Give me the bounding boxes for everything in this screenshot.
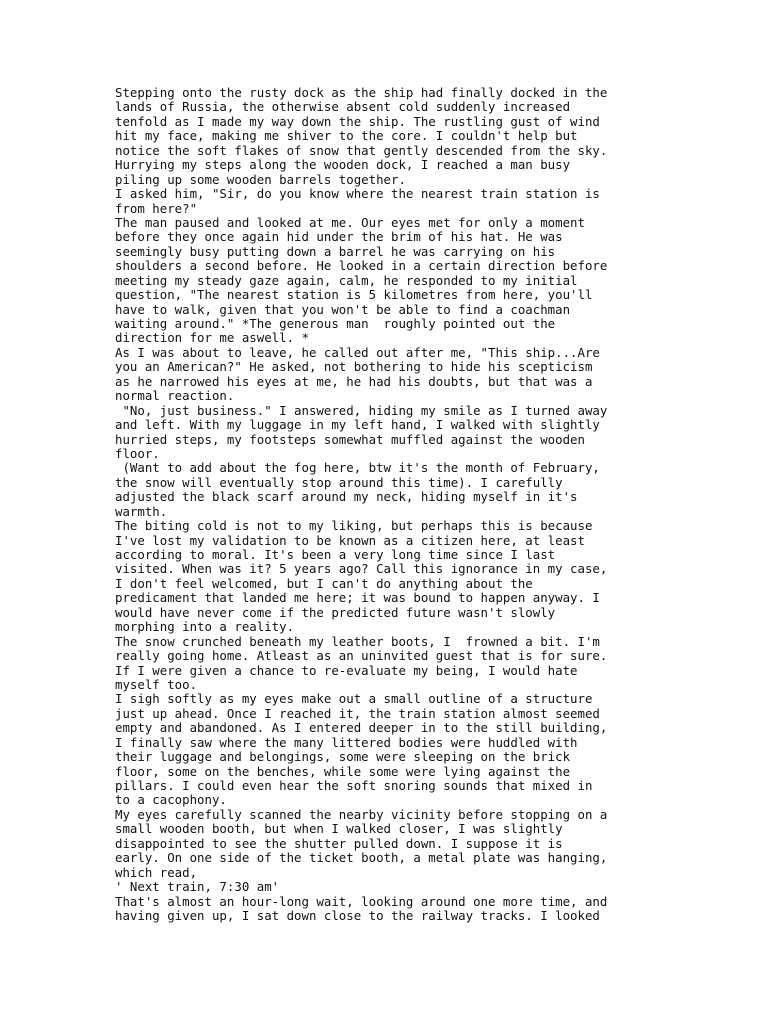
text-line: disappointed to see the shutter pulled down. I suppose it is: [115, 835, 563, 851]
text-line: The snow crunched beneath my leather boots, I frowned a bit. I'm: [115, 633, 600, 649]
text-line: I've lost my validation to be known as a citizen here, at least: [115, 532, 585, 548]
text-line: I asked him, "Sir, do you know where the nearest train station is: [115, 186, 600, 202]
text-line: shoulders a second before. He looked in a certain direction before: [115, 258, 608, 274]
text-line: The man paused and looked at me. Our eyes met for only a moment: [115, 214, 585, 230]
text-line: the snow will eventually stop around this time). I carefully: [115, 474, 563, 490]
text-line: their luggage and belongings, some were sleeping on the brick: [115, 749, 571, 765]
text-line: ' Next train, 7:30 am': [115, 879, 280, 895]
text-line: I finally saw where the many littered bodies were huddled with: [115, 734, 578, 750]
text-line: as he narrowed his eyes at me, he had his doubts, but that was a: [115, 373, 593, 389]
text-line: The biting cold is not to my liking, but perhaps this is because: [115, 518, 593, 534]
text-line: adjusted the black scarf around my neck, hiding myself in it's: [115, 489, 578, 505]
text-line: piling up some wooden barrels together.: [115, 171, 406, 187]
text-line: visited. When was it? 5 years ago? Call this ignorance in my case,: [115, 561, 608, 577]
text-line: before they once again hid under the brim of his hat. He was: [115, 229, 563, 245]
text-line: small wooden booth, but when I walked closer, I was slightly: [115, 821, 563, 837]
text-line: pillars. I could even hear the soft snoring sounds that mixed in: [115, 778, 593, 793]
text-line: "No, just business." I answered, hiding my smile as I turned away: [115, 402, 608, 418]
text-line: I don't feel welcomed, but I can't do anything about the: [115, 575, 533, 591]
text-line: you an American?" He asked, not bothering to hide his scepticism: [115, 359, 593, 375]
text-line: Stepping onto the rusty dock as the ship had finally docked in the: [115, 85, 608, 100]
text-line: hit my face, making me shiver to the core. I couldn't help but: [115, 128, 578, 144]
text-line: If I were given a chance to re-evaluate my being, I would hate: [115, 662, 578, 678]
text-line: which read,: [115, 864, 198, 880]
text-line: warmth.: [115, 503, 168, 519]
text-line: early. On one side of the ticket booth, a metal plate was hanging,: [115, 850, 608, 866]
text-line: I sigh softly as my eyes make out a small outline of a structure: [115, 691, 593, 707]
text-line: meeting my steady gaze again, calm, he responded to my initial: [115, 272, 578, 288]
text-line: floor, some on the benches, while some were lying against the: [115, 763, 571, 779]
text-line: As I was about to leave, he called out after me, "This ship...Are: [115, 344, 600, 360]
text-line: predicament that landed me here; it was bound to happen anyway. I: [115, 590, 600, 606]
text-line: just up ahead. Once I reached it, the train station almost seemed: [115, 705, 600, 721]
text-line: (Want to add about the fog here, btw it's the month of February,: [115, 460, 600, 476]
text-line: empty and abandoned. As I entered deeper in to the still building,: [115, 720, 608, 736]
text-line: hurried steps, my footsteps somewhat muffled against the wooden: [115, 431, 585, 447]
text-line: waiting around." *The generous man roughly pointed out the: [115, 316, 556, 331]
text-line: having given up, I sat down close to the railway tracks. I looked: [115, 907, 600, 923]
text-line: lands of Russia, the otherwise absent cold suddenly increased: [115, 99, 571, 115]
text-line: notice the soft flakes of snow that gently descended from the sky.: [115, 142, 608, 158]
text-line: Hurrying my steps along the wooden dock, I reached a man busy: [115, 157, 571, 173]
text-line: according to moral. It's been a very long time since I last: [115, 547, 556, 562]
text-line: from here?": [115, 200, 198, 216]
text-line: myself too.: [115, 676, 198, 692]
text-line: My eyes carefully scanned the nearby vicinity before stopping on a: [115, 806, 608, 822]
document-body-text: [115, 86, 660, 923]
text-line: floor.: [115, 445, 160, 461]
text-line: and left. With my luggage in my left hand, I walked with slightly: [115, 417, 600, 433]
text-line: tenfold as I made my way down the ship. The rustling gust of wind: [115, 113, 600, 129]
text-line: would have never come if the predicted future wasn't slowly: [115, 604, 556, 620]
text-line: normal reaction.: [115, 388, 235, 404]
text-line: question, "The nearest station is 5 kilometres from here, you'll: [115, 287, 593, 303]
text-line: seemingly busy putting down a barrel he was carrying on his: [115, 243, 556, 259]
text-line: direction for me aswell. *: [115, 330, 309, 346]
text-line: to a cacophony.: [115, 792, 227, 808]
text-line: morphing into a reality.: [115, 619, 295, 635]
text-line: really going home. Atleast as an uninvited guest that is for sure.: [115, 648, 608, 664]
text-line: have to walk, given that you won't be able to find a coachman: [115, 301, 571, 317]
text-line: That's almost an hour-long wait, looking around one more time, and: [115, 893, 608, 909]
